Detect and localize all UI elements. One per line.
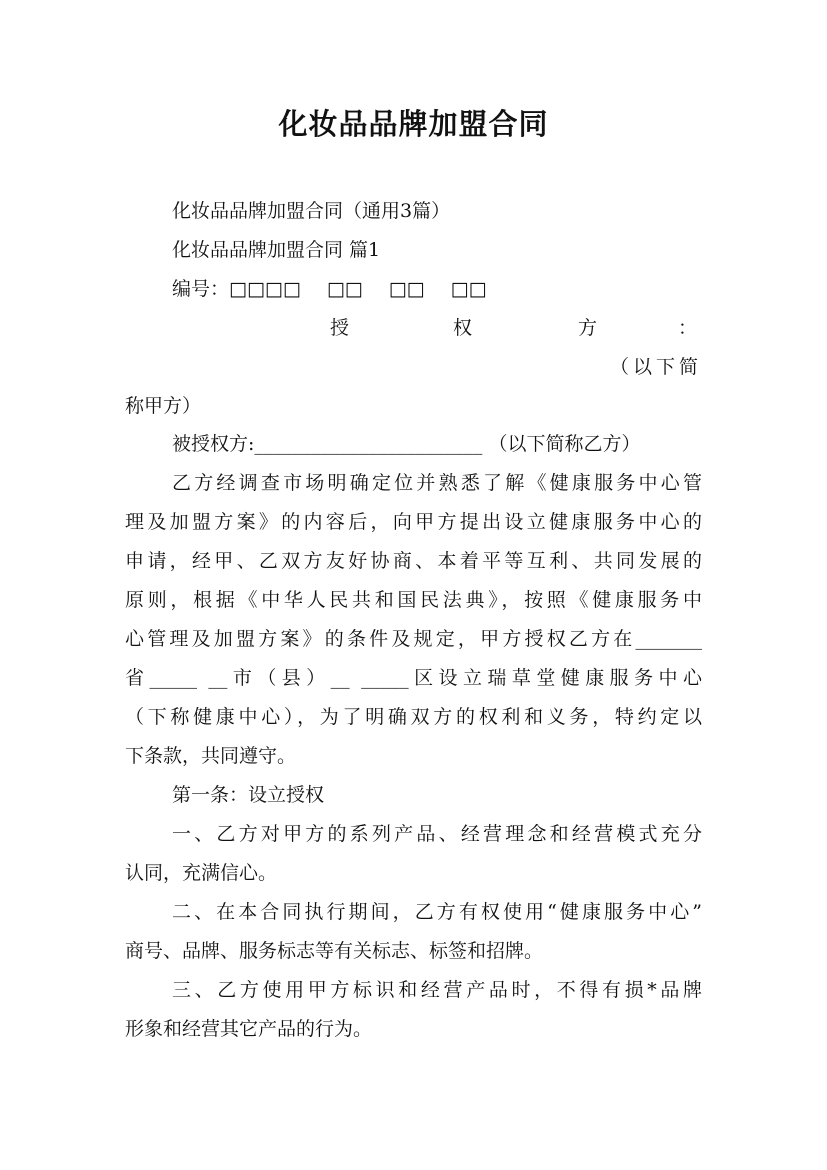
document-subtitle: 化妆品品牌加盟合同（通用3篇）	[172, 200, 451, 222]
intro-paragraph-line: （下称健康中心），为了明确双方的权利和义务，特约定以	[125, 706, 702, 728]
authorizer-note: （以下简	[609, 356, 702, 378]
number-box-group: □□	[388, 278, 425, 300]
intro-paragraph-line: 省_____ __市（县）__ _____区设立瑞草堂健康服务中心	[125, 667, 702, 689]
intro-paragraph-line: 乙方经调查市场明确定位并熟悉了解《健康服务中心管	[172, 472, 702, 494]
section-label: 化妆品品牌加盟合同 篇1	[172, 239, 381, 261]
article-heading: 第一条：设立授权	[172, 784, 325, 806]
intro-paragraph-line: 理及加盟方案》的内容后，向甲方提出设立健康服务中心的	[125, 511, 702, 533]
authorizer-char: ：	[678, 317, 698, 339]
clause-line: 认同，充满信心。	[125, 862, 278, 884]
intro-paragraph-line: 申请，经甲、乙双方友好协商、本着平等互利、共同发展的	[125, 550, 702, 572]
licensee-line: 被授权方:________________________ （以下简称乙方）	[172, 433, 641, 455]
intro-paragraph-line: 原则，根据《中华人民共和国民法典》，按照《健康服务中	[125, 589, 702, 611]
clause-line: 三、乙方使用甲方标识和经营产品时，不得有损*品牌	[172, 979, 702, 1001]
clause-line: 二、在本合同执行期间，乙方有权使用“健康服务中心”	[172, 901, 702, 923]
clause-line: 一、乙方对甲方的系列产品、经营理念和经营模式充分	[172, 823, 702, 845]
authorizer-char: 方	[578, 317, 598, 339]
number-box-group: □□	[326, 278, 363, 300]
intro-paragraph-line: 下条款，共同遵守。	[125, 745, 297, 767]
number-box-group: □□	[450, 278, 487, 300]
authorizer-char: 权	[453, 317, 473, 339]
document-title: 化妆品品牌加盟合同	[278, 107, 549, 141]
number-label: 编号：	[172, 278, 230, 300]
number-line	[172, 277, 487, 301]
intro-paragraph-line: 心管理及加盟方案》的条件及规定，甲方授权乙方在_______	[125, 628, 702, 650]
authorizer-char: 授	[330, 317, 350, 339]
authorizer-note-cont: 称甲方）	[125, 395, 202, 417]
clause-line: 商号、品牌、服务标志等有关标志、标签和招牌。	[125, 940, 544, 962]
number-box-group: □□□□	[229, 278, 301, 300]
clause-line: 形象和经营其它产品的行为。	[125, 1018, 373, 1040]
